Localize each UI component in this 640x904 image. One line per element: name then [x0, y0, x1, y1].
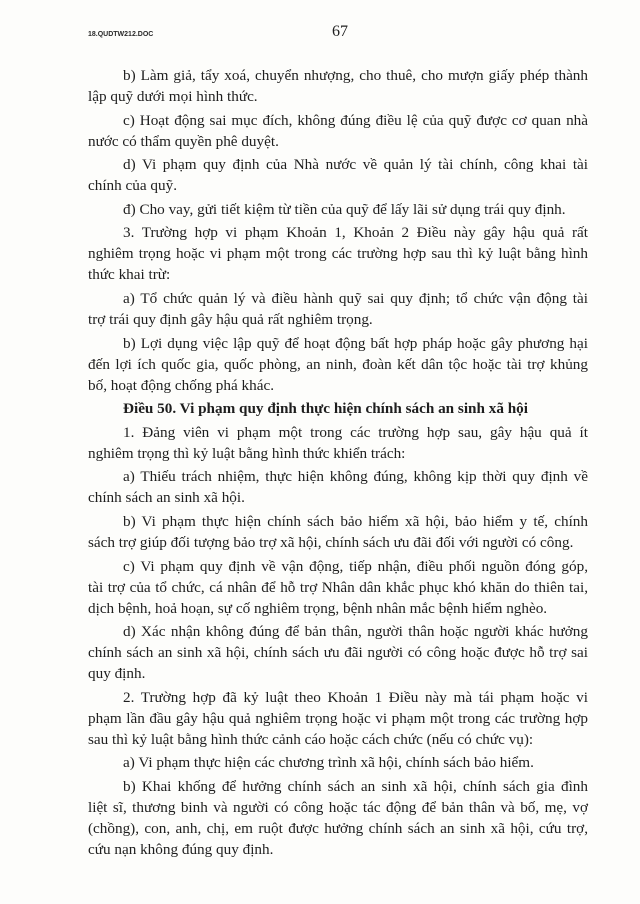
text-line: bố, hoạt động chống phá khác. — [88, 376, 275, 394]
clause-2-warning-or-dismissal — [88, 687, 588, 750]
item-b-misuse-fund — [88, 333, 588, 396]
text-line: lập quỹ dưới mọi hình thức. — [88, 88, 258, 105]
text-line: b) Làm giả, tẩy xoá, chuyển nhượng, cho thuê, cho mượn giấy phép thành — [123, 67, 588, 84]
text-line: trợ trái quy định gây hậu quả rất nghiêm trọng. — [88, 310, 373, 328]
text-line: c) Hoạt động sai mục đích, không đúng điều lệ của quỹ được cơ quan nhà — [123, 111, 588, 129]
item-b-false-declaration — [88, 776, 588, 860]
text-line: cứu nạn không đúng quy định. — [88, 840, 274, 858]
clause-1-reprimand — [88, 422, 588, 464]
text-line: liệt sĩ, thương binh và người có công hoặc tác động để bản thân và bố, mẹ, vợ — [88, 798, 588, 816]
text-line: chính của quỹ. — [88, 177, 177, 195]
text-line: tài trợ của tổ chức, cá nhân để hỗ trợ Nhân dân khắc phục khó khăn do thiên tai, — [88, 578, 588, 596]
item-d-false-certification — [88, 621, 588, 684]
item-d-finance-violation — [88, 154, 588, 196]
text-line: chính sách an sinh xã hội. — [88, 489, 245, 507]
text-line: sách trợ giúp đối tượng bảo trợ xã hội, chính sách ưu đãi đối với người có công. — [88, 533, 574, 551]
text-line: quy định. — [88, 665, 146, 683]
item-c-donation-violation — [88, 556, 588, 619]
text-line: đ) Cho vay, gửi tiết kiệm từ tiền của quỹ để lấy lãi sử dụng trái quy định. — [123, 200, 566, 218]
item-b-insurance-violation — [88, 511, 588, 553]
text-line: nghiêm trọng thì kỷ luật bằng hình thức khiển trách: — [88, 444, 406, 462]
text-line: sau thì kỷ luật bằng hình thức cảnh cáo hoặc cách chức (nếu có chức vụ): — [88, 730, 534, 748]
text-line: 2. Trường hợp đã kỷ luật theo Khoản 1 Điều này mà tái phạm hoặc vi — [123, 688, 588, 706]
text-line: nghiêm trọng hoặc vi phạm một trong các trường hợp sau thì kỷ luật bằng hình — [88, 245, 588, 263]
text-line: đến lợi ích quốc gia, quốc phòng, an ninh, đoàn kết dân tộc hoặc tài trợ khủng — [88, 355, 588, 373]
item-c-wrong-purpose — [88, 110, 588, 152]
text-line: (chồng), con, anh, chị, em ruột được hưởng chính sách an sinh xã hội, cứu trợ, — [88, 819, 588, 837]
item-b-forge-fund-permit — [88, 65, 588, 107]
item-a-social-programs — [88, 752, 588, 773]
item-a-irresponsibility — [88, 466, 588, 508]
text-line: b) Khai khống để hưởng chính sách an sinh xã hội, chính sách gia đình — [123, 777, 588, 795]
text-line: a) Tổ chức quản lý và điều hành quỹ sai quy định; tổ chức vận động tài — [123, 289, 588, 307]
text-line: phạm lần đầu gây hậu quả nghiêm trọng hoặc vi phạm một trong các trường hợp — [88, 709, 588, 727]
text-line: d) Xác nhận không đúng để bản thân, người thân hoặc người khác hưởng — [123, 623, 588, 641]
text-line: a) Thiếu trách nhiệm, thực hiện không đúng, không kịp thời quy định về — [123, 468, 588, 486]
text-line: b) Vi phạm thực hiện chính sách bảo hiểm xã hội, bảo hiểm y tế, chính — [123, 512, 588, 530]
item-a-mismanage-fund — [88, 288, 588, 330]
document-code: 18.QUDTW212.DOC — [88, 31, 154, 38]
article-50-heading: Điều 50. Vi phạm quy định thực hiện chính sách an sinh xã hội — [123, 400, 528, 418]
text-line: c) Vi phạm quy định về vận động, tiếp nhận, điều phối nguồn đóng góp, — [123, 557, 588, 575]
item-dd-illegal-lending — [88, 199, 588, 220]
text-line: 1. Đảng viên vi phạm một trong các trường hợp sau, gây hậu quả ít — [123, 423, 588, 441]
text-line: nước có thẩm quyền phê duyệt. — [88, 132, 279, 150]
document-body — [88, 65, 588, 860]
text-line: b) Lợi dụng việc lập quỹ để hoạt động bất hợp pháp hoặc gây phương hại — [123, 334, 588, 352]
text-line: chính sách an sinh xã hội, chính sách ưu đãi người có công hoặc được hỗ trợ sai — [88, 644, 588, 662]
page-number: 67 — [332, 23, 348, 40]
clause-3-expulsion — [88, 222, 588, 285]
text-line: dịch bệnh, hoả hoạn, sự cố nghiêm trọng, bệnh nhân mắc bệnh hiểm nghèo. — [88, 599, 548, 617]
text-line: a) Vi phạm thực hiện các chương trình xã hội, chính sách bảo hiểm. — [123, 754, 534, 772]
text-line: d) Vi phạm quy định của Nhà nước về quản lý tài chính, công khai tài — [123, 156, 588, 174]
text-line: 3. Trường hợp vi phạm Khoản 1, Khoản 2 Điều này gây hậu quả rất — [123, 224, 588, 242]
text-line: thức khai trừ: — [88, 266, 171, 284]
